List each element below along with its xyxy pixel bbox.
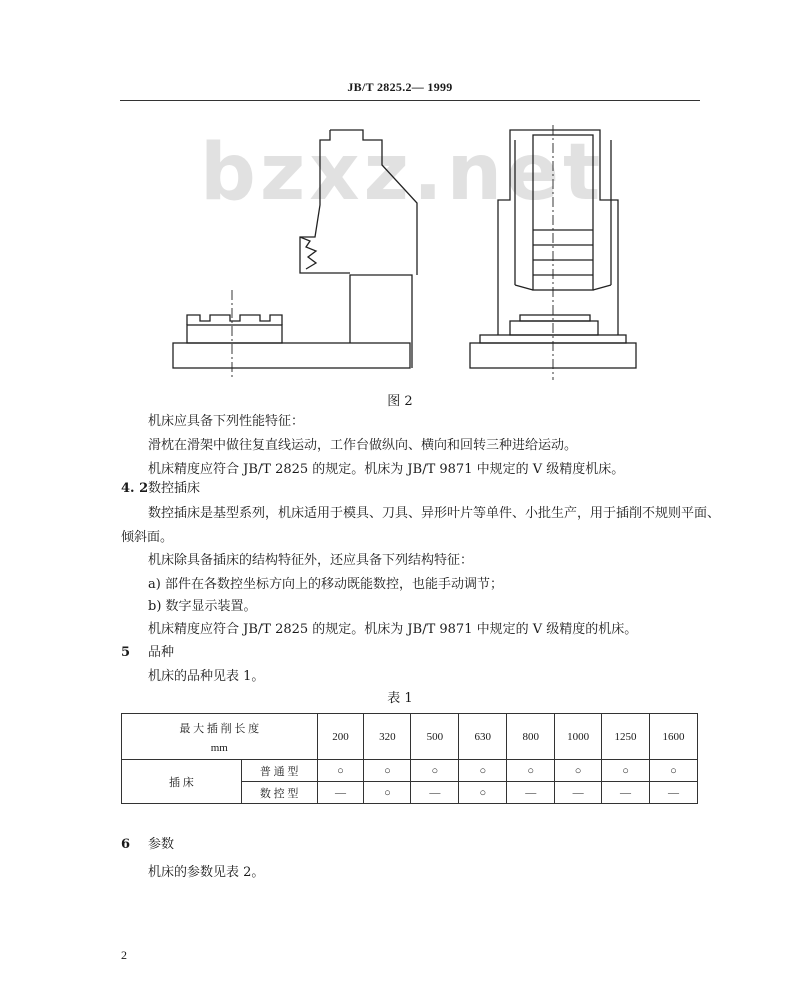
row-group-label: 插 床 [122, 760, 242, 804]
figure-caption: 图 2 [387, 394, 413, 409]
length-cell: 320 [364, 714, 411, 760]
table-cell: ○ [364, 782, 411, 804]
table-cell: — [555, 782, 602, 804]
front-ram [533, 135, 593, 290]
length-cell: 1000 [555, 714, 602, 760]
section-number: 5 [121, 645, 131, 660]
section-title: 参数 [148, 837, 175, 852]
length-cell: 1600 [650, 714, 698, 760]
header-rule [120, 100, 700, 101]
table-cell: — [411, 782, 459, 804]
paragraph: 机床精度应符合 JB/T 2825 的规定。机床为 JB/T 9871 中规定的 V 级精度的机床。 [148, 622, 638, 637]
table-cell: ○ [411, 760, 459, 782]
table-cell: ○ [650, 760, 698, 782]
table-cell: ○ [459, 760, 507, 782]
section-number: 6 [121, 837, 131, 852]
machine-drawing [160, 125, 660, 385]
table-cell: — [650, 782, 698, 804]
table-title: 表 1 [387, 691, 413, 706]
row-type: 数 控 型 [241, 782, 317, 804]
paragraph: 数控插床是基型系列，机床适用于模具、刀具、异形叶片等单件、小批生产，用于插削不规则平面、 [148, 506, 721, 521]
document-code-header: JB/T 2825.2— 1999 [347, 80, 453, 94]
length-cell: 500 [411, 714, 459, 760]
section-title: 品种 [148, 645, 175, 660]
row-type: 普 通 型 [241, 760, 317, 782]
paragraph: 滑枕在滑架中做往复直线运动，工作台做纵向、横向和回转三种进给运动。 [148, 438, 578, 453]
paragraph: 机床的参数见表 2。 [148, 865, 265, 880]
list-item: b) 数字显示装置。 [148, 599, 257, 614]
table-header-label [122, 714, 318, 760]
header-unit: mm [210, 741, 228, 754]
table-1 [121, 713, 698, 804]
table-cell: ○ [317, 760, 364, 782]
watermark: bzxz.net [200, 128, 605, 218]
table-cell: ○ [602, 760, 650, 782]
table-cell: ○ [507, 760, 555, 782]
table-row [122, 760, 698, 782]
paragraph: 机床精度应符合 JB/T 2825 的规定。机床为 JB/T 9871 中规定的 V 级精度机床。 [148, 462, 625, 477]
length-cell: 800 [507, 714, 555, 760]
side-table [187, 325, 282, 343]
length-cell: 1250 [602, 714, 650, 760]
section-title: 数控插床 [148, 481, 201, 496]
paragraph: 机床应具备下列性能特征： [148, 414, 305, 429]
paragraph: 机床的品种见表 1。 [148, 669, 265, 684]
length-cell: 630 [459, 714, 507, 760]
table-cell: ○ [555, 760, 602, 782]
paragraph-continued: 倾斜面。 [121, 530, 174, 545]
side-column [350, 275, 412, 368]
table-cell: ○ [364, 760, 411, 782]
list-item: a) 部件在各数控坐标方向上的移动既能数控，也能手动调节； [148, 577, 503, 592]
front-table [510, 321, 598, 335]
table-cell: — [507, 782, 555, 804]
page-number: 2 [121, 948, 127, 962]
length-cell: 200 [317, 714, 364, 760]
side-base [173, 343, 410, 368]
table-cell: — [602, 782, 650, 804]
table-cell: ○ [459, 782, 507, 804]
table-cell: — [317, 782, 364, 804]
section-number: 4. 2 [121, 481, 149, 496]
paragraph: 机床除具备插床的结构特征外，还应具备下列结构特征： [148, 553, 474, 568]
header-label: 最 大 插 削 长 度 [179, 722, 260, 735]
